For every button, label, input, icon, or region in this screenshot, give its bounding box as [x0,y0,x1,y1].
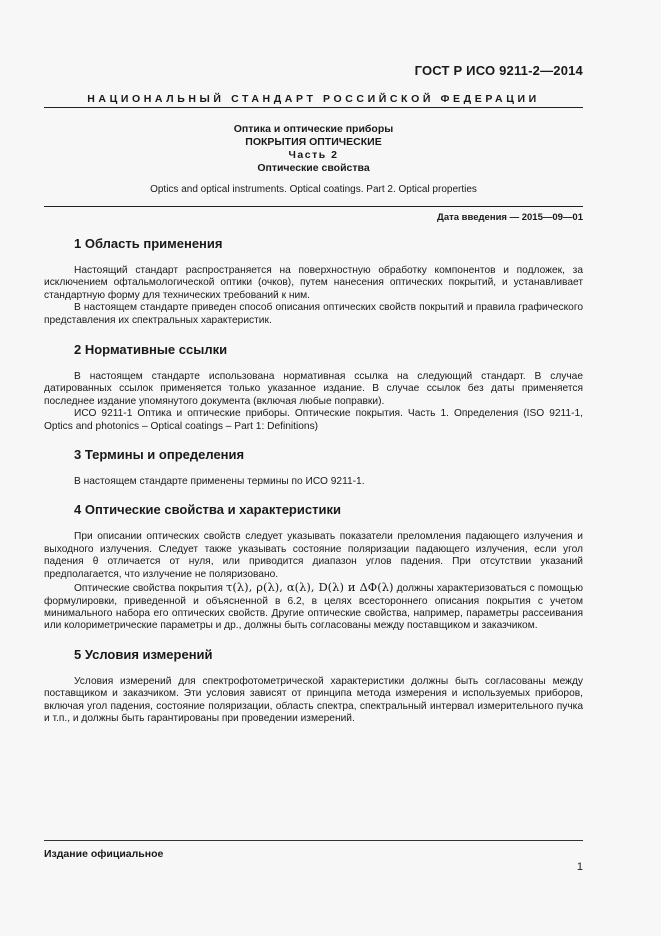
section-heading: 5 Условия измерений [74,646,213,662]
paragraph: В настоящем стандарте использована нормативная ссылка на следующий стандарт. В случае датированных ссылок применяется только указанное издание. В случае ссылок без даты применяется последнее издание упомянутого документа (включая любые поправки). [44,371,583,407]
title-block [44,123,583,175]
header-rule [44,107,583,108]
document-body [44,232,583,725]
optical-symbols: τ(λ), ρ(λ), α(λ), D(λ) и ΔΦ(λ) [226,580,394,595]
section-heading: 3 Термины и определения [74,447,245,463]
paragraph: При описании оптических свойств следует указывать показатели преломления падающего излучения и выходного излучения. Следует также указывать состояние поляризации падающего излучения, если угол падения θ отличается от нуля, или приводится диапазон углов падения. При отсутствии указаний предполагается, что излучение не поляризовано. [44,531,583,580]
section-heading: 1 Область применения [74,236,223,251]
national-standard-banner: НАЦИОНАЛЬНЫЙ СТАНДАРТ РОССИЙСКОЙ ФЕДЕРАЦИИ [87,93,540,105]
text-before-symbols: Оптические свойства покрытия [74,583,226,595]
footer-rule [44,840,583,841]
paragraph: Настоящий стандарт распространяется на поверхностную обработку компонентов и подложек, за исключением офтальмологической оптики (очков), путем нанесения оптических покрытий, и устанавливает стандартную форму для технических требований к ним. [44,265,583,301]
section-normative-references [44,342,583,433]
title-line-1: Оптика и оптические приборы [233,123,394,135]
section-heading: 4 Оптические свойства и характеристики [74,502,341,518]
paragraph: В настоящем стандарте применены термины по ИСО 9211-1. [74,476,365,488]
title-line-4: Оптические свойства [257,162,370,174]
title-line-2: ПОКРЫТИЯ ОПТИЧЕСКИЕ [245,136,382,148]
text-after-symbols: должны характеризоваться с помощью формулировки, приведенной и объясненной в 6.2, в целях всестороннего описания покрытия с учетом минимального набора его оптических свойств. Другие оптические свойства, например, параметры рассеивания или колориметрические параметры и др., должны быть согласованы между поставщиком и заказчиком. [44,583,583,632]
title-rule [44,206,583,207]
section-scope [44,236,583,327]
paragraph-with-symbols [44,581,583,633]
section-heading: 2 Нормативные ссылки [74,342,228,358]
official-edition-label: Издание официальное [44,848,164,860]
paragraph: Условия измерений для спектрофотометрической характеристики должны быть согласованы между поставщиком и заказчиком. Эти условия зависят от принципа метода измерения и используемых приборов, включая угол падения, состояние поляризации, область спектра, спектральный интервал измерительного пучка и т.п., и должны быть гарантированы при проведении измерений. [44,675,583,724]
title-line-3: Часть 2 [288,149,339,161]
section-measurement-conditions [44,647,583,726]
page-number: 1 [576,861,583,873]
paragraph: В настоящем стандарте приведен способ описания оптических свойств покрытий и правила графического представления их спектральных характеристик. [44,302,583,326]
section-optical-properties [44,502,583,632]
section-terms [44,447,583,488]
english-title: Optics and optical instruments. Optical coatings. Part 2. Optical properties [150,184,477,195]
paragraph: ИСО 9211-1 Оптика и оптические приборы. Оптические покрытия. Часть 1. Определения (ISO 9211-1, Optics and photonics – Optical coatings – Part 1: Definitions) [44,408,583,432]
introduction-date: Дата введения — 2015—09—01 [437,212,583,223]
document-code: ГОСТ Р ИСО 9211-2—2014 [414,63,583,78]
